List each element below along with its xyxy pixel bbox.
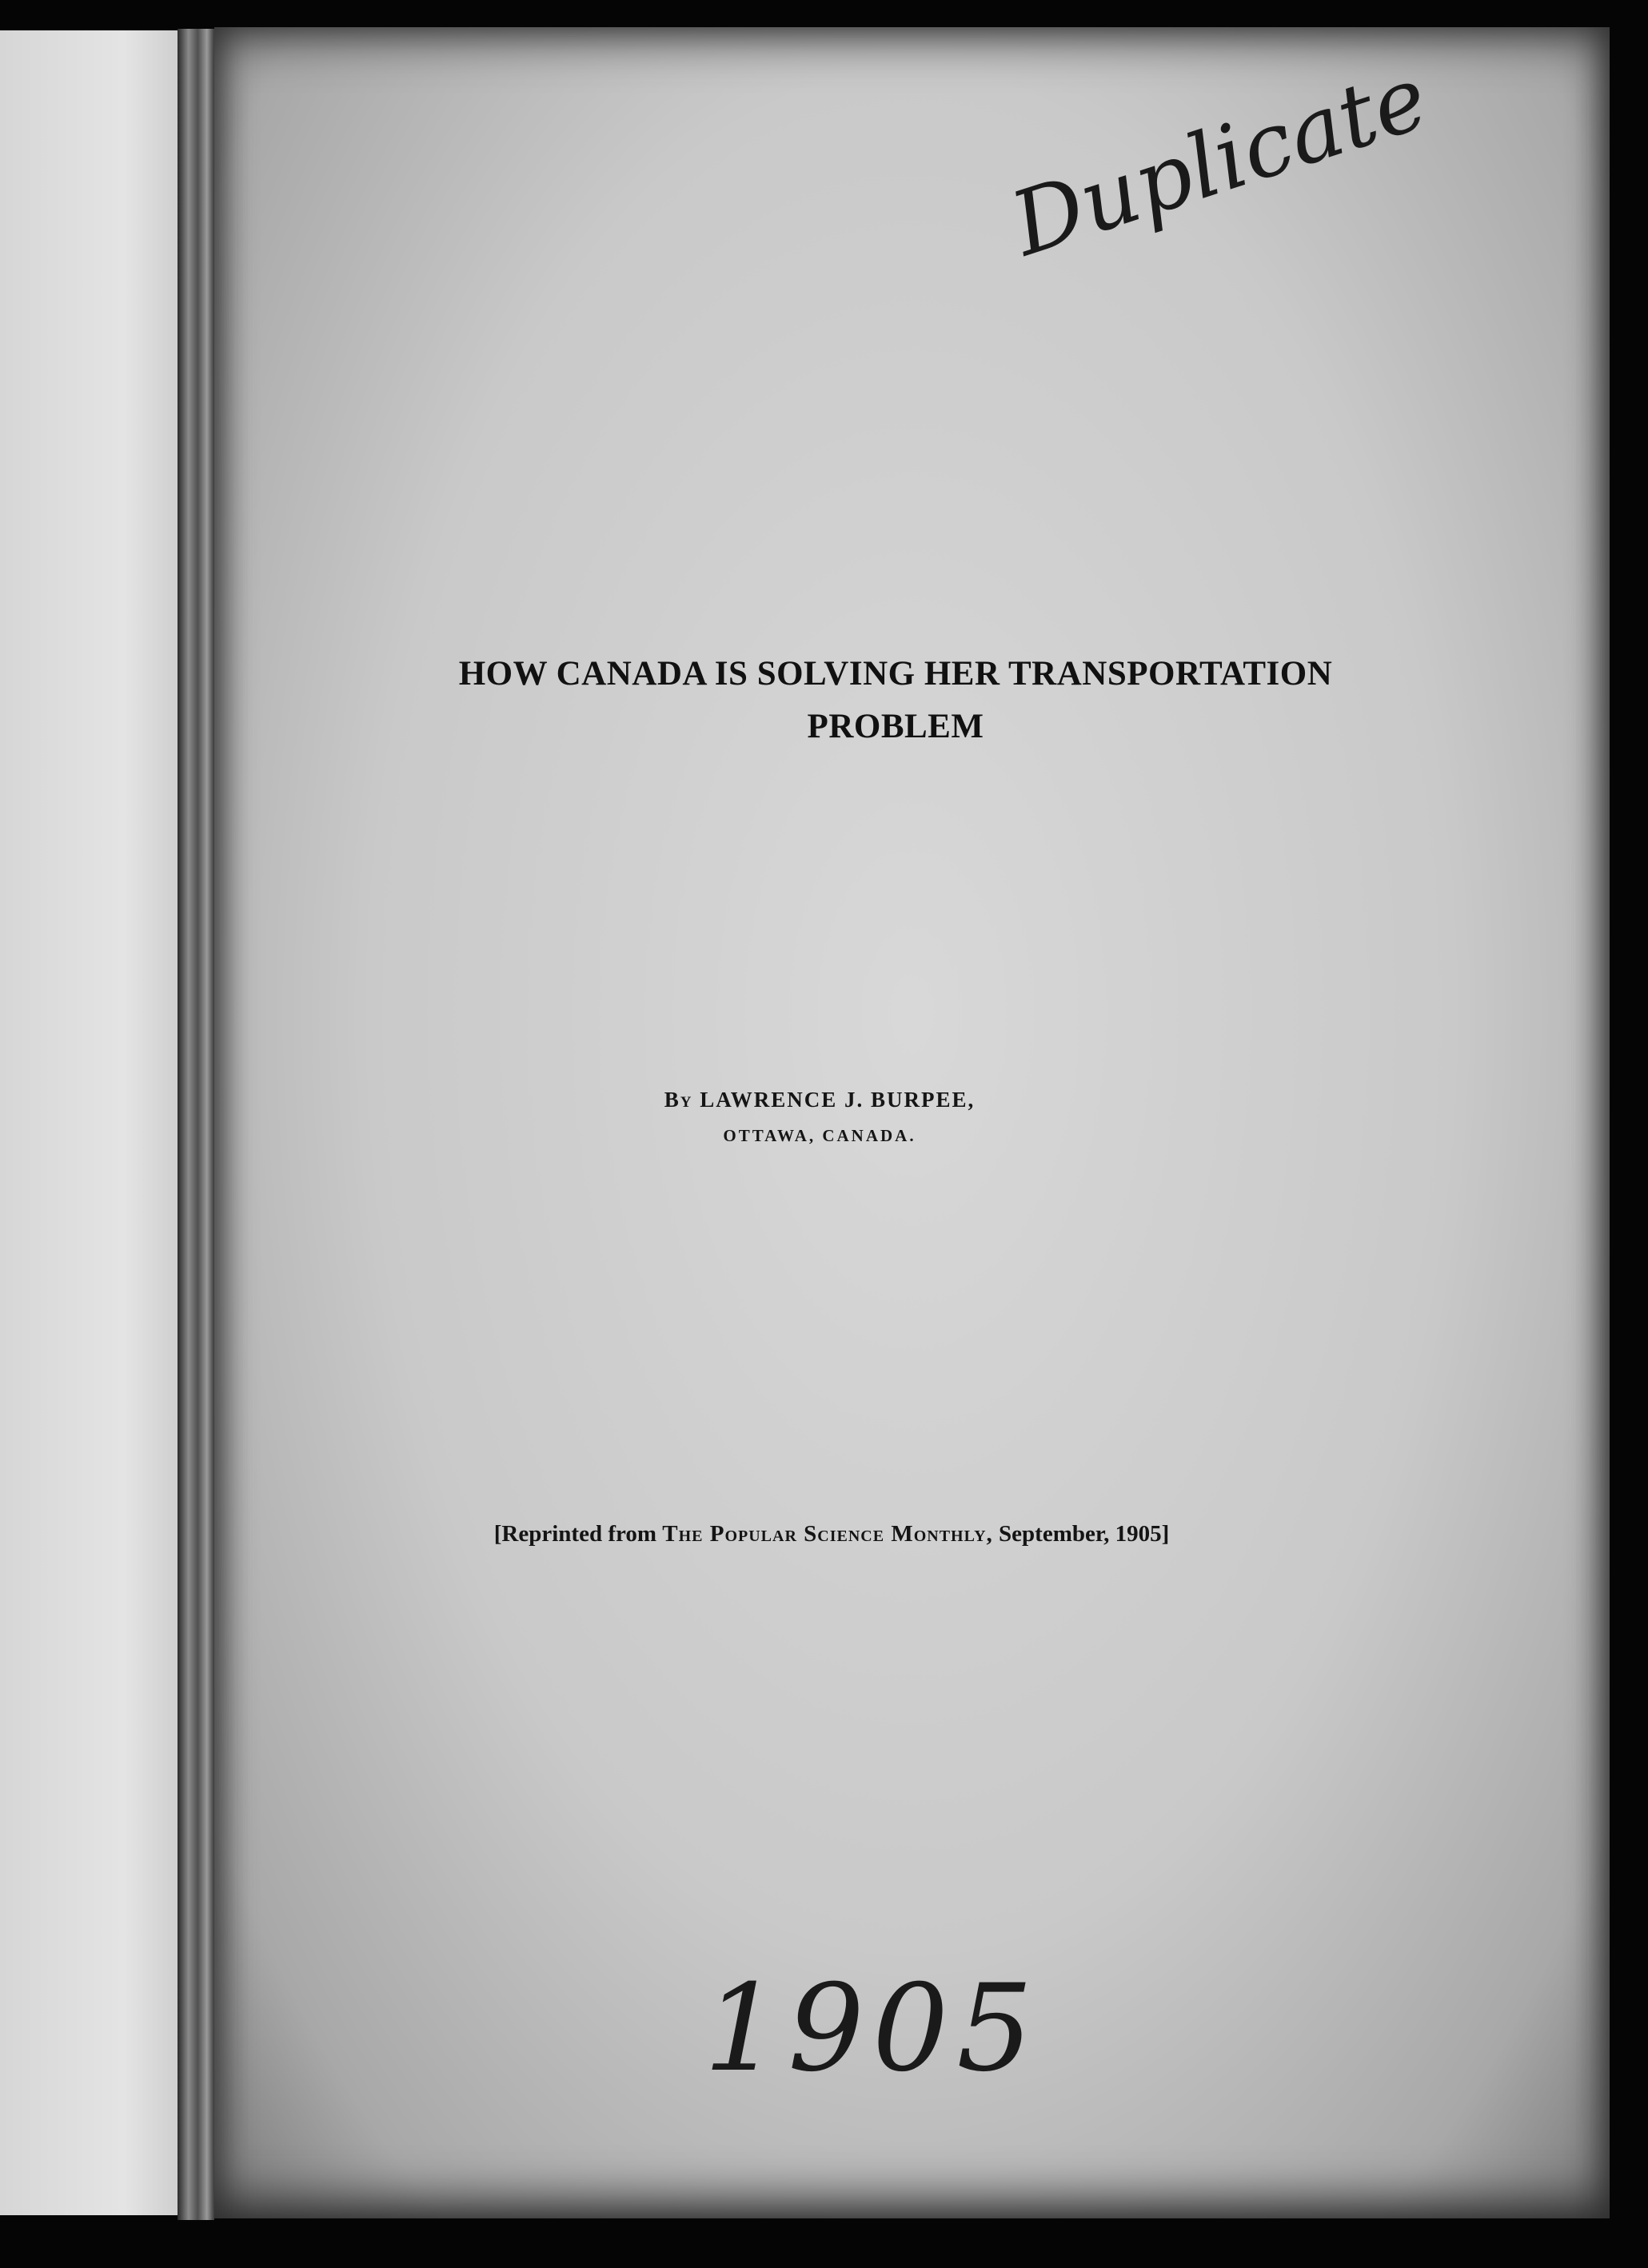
reprint-prefix: [Reprinted from <box>493 1521 656 1547</box>
flyleaf <box>0 30 178 2215</box>
author-byline: By LAWRENCE J. BURPEE, <box>664 1088 976 1112</box>
handwritten-annotation: Duplicate <box>1000 46 1439 276</box>
title-line-1: HOW CANADA IS SOLVING HER TRANSPORTATION <box>458 655 1333 693</box>
reprint-suffix: September, 1905] <box>999 1521 1170 1547</box>
reprint-note <box>384 1521 1279 1547</box>
handwritten-year: 1905 <box>704 1959 1041 2098</box>
author-location: OTTAWA, CANADA. <box>723 1126 916 1145</box>
reprint-journal: The Popular Science Monthly, <box>662 1521 993 1547</box>
document-title <box>336 648 1455 753</box>
title-line-2: PROBLEM <box>807 708 984 745</box>
spine-gutter <box>178 29 214 2220</box>
title-page <box>214 27 1610 2218</box>
